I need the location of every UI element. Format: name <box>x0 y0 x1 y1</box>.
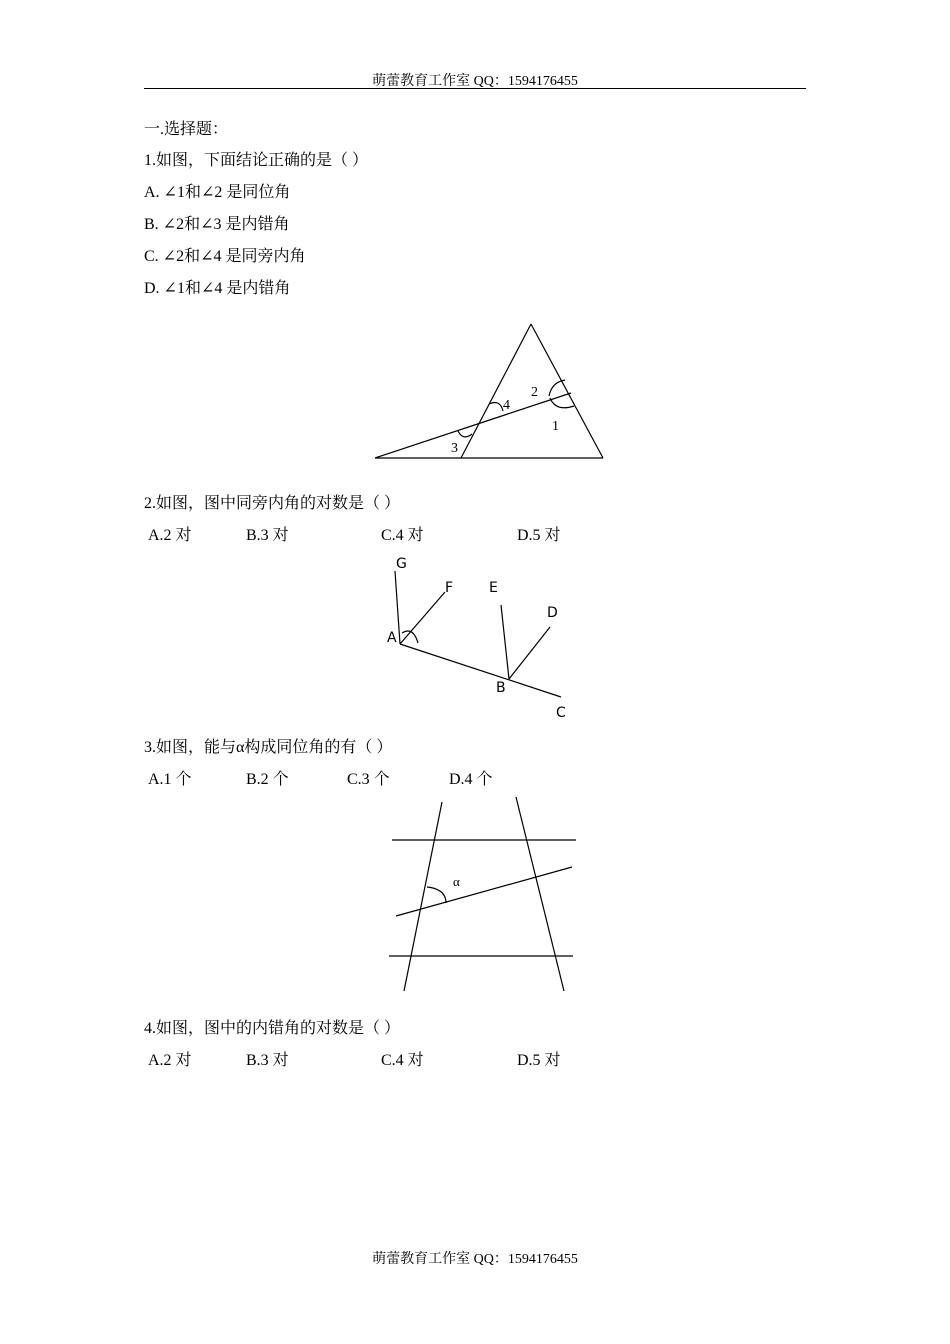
q1-angle-arc-2 <box>549 380 565 396</box>
q2-angle-arc-a <box>402 631 418 643</box>
section-title: 一.选择题： <box>144 121 229 138</box>
q1-angle-arc-1 <box>550 398 574 408</box>
q1-triangle-left-side <box>461 324 531 458</box>
q2-label-c: C <box>556 705 566 721</box>
q2-label-b: B <box>496 680 506 696</box>
q1-option-c: C. ∠2和∠4 是同旁内角 <box>144 248 306 265</box>
q3-middle-slanted <box>396 867 572 916</box>
page-header: 萌蕾教育工作室 QQ：1594176455 <box>372 74 578 89</box>
q2-ray-bd <box>509 627 550 679</box>
q3-option-b: B.2 个 <box>246 771 289 788</box>
q2-option-a: A.2 对 <box>148 527 192 544</box>
q4-option-c: C.4 对 <box>381 1052 424 1069</box>
q2-ray-be <box>501 605 509 679</box>
q1-angle-arc-4 <box>489 403 503 411</box>
q1-label-3: 3 <box>451 441 458 456</box>
q2-option-d: D.5 对 <box>517 527 561 544</box>
q3-angle-arc-alpha <box>427 887 446 903</box>
q1-label-2: 2 <box>531 385 538 400</box>
q1-label-1: 1 <box>552 419 559 434</box>
q2-label-e: E <box>489 580 498 596</box>
q3-option-c: C.3 个 <box>347 771 390 788</box>
page-footer: 萌蕾教育工作室 QQ：1594176455 <box>372 1252 578 1267</box>
q2-label-a: A <box>387 630 397 646</box>
q4-option-a: A.2 对 <box>148 1052 192 1069</box>
q1-label-4: 4 <box>503 398 510 413</box>
q3-option-d: D.4 个 <box>449 771 493 788</box>
q2-label-d: D <box>547 605 558 621</box>
q2-ray-af <box>400 592 445 644</box>
q1-triangle-right-side <box>531 324 603 458</box>
q2-ray-ag <box>395 571 400 644</box>
q2-option-b: B.3 对 <box>246 527 289 544</box>
q3-left-slanted <box>404 802 442 991</box>
q2-label-g: G <box>396 556 407 572</box>
q2-stem: 2.如图，图中同旁内角的对数是（ ） <box>144 495 401 512</box>
q3-label-alpha: α <box>453 874 460 889</box>
q1-stem: 1.如图，下面结论正确的是（ ） <box>144 152 369 169</box>
q2-line-ac <box>400 644 561 697</box>
q1-option-d: D. ∠1和∠4 是内错角 <box>144 280 291 297</box>
q4-option-b: B.3 对 <box>246 1052 289 1069</box>
q1-transversal <box>375 393 571 458</box>
q3-right-slanted <box>516 797 564 991</box>
q4-stem: 4.如图，图中的内错角的对数是（ ） <box>144 1020 401 1037</box>
q2-label-f: F <box>445 580 454 596</box>
q2-option-c: C.4 对 <box>381 527 424 544</box>
header-rule <box>144 88 806 89</box>
q3-stem: 3.如图，能与α构成同位角的有（ ） <box>144 739 393 756</box>
q1-option-a: A. ∠1和∠2 是同位角 <box>144 184 291 201</box>
q4-option-d: D.5 对 <box>517 1052 561 1069</box>
q1-angle-arc-3 <box>458 431 472 437</box>
q1-option-b: B. ∠2和∠3 是内错角 <box>144 216 290 233</box>
q3-option-a: A.1 个 <box>148 771 192 788</box>
